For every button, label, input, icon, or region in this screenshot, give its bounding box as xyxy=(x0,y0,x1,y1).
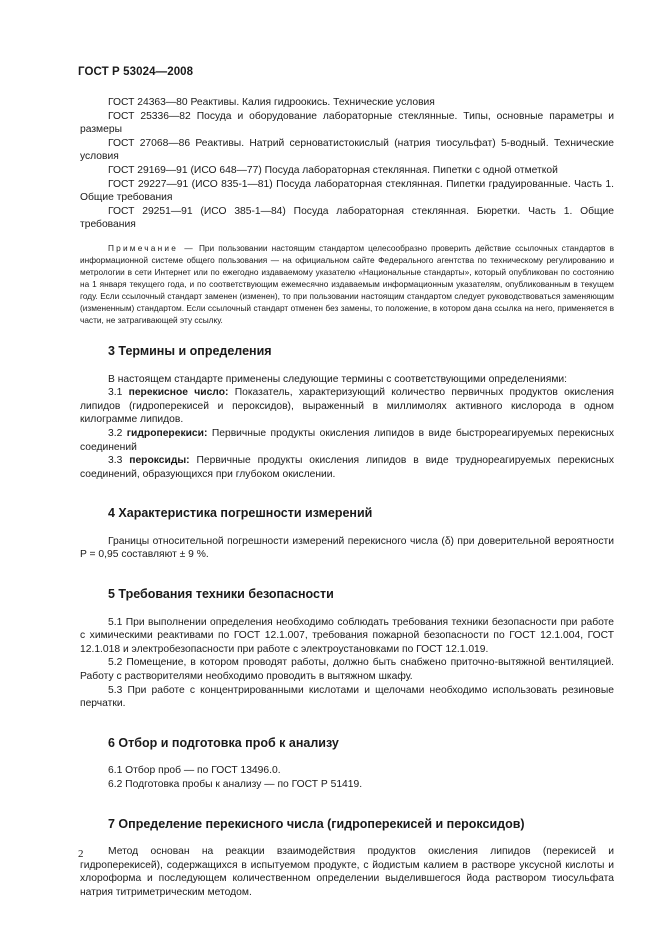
reference-item: ГОСТ 27068—86 Реактивы. Натрий серноватистокислый (натрия тиосульфат) 5-водный. Технические условия xyxy=(80,137,614,163)
definition-item: 3.1 перекисное число: Показатель, характеризующий количество первичных продуктов окисления липидов (гидроперекисей и пероксидов), выраженный в миллимолях активного кислорода в одном килограмме липидов. xyxy=(80,387,614,426)
reference-item: ГОСТ 29227—91 (ИСО 835-1—81) Посуда лабораторная стеклянная. Пипетки градуированные. Часть 1. Общие требования xyxy=(80,178,614,204)
definition-item: 3.2 гидроперекиси: Первичные продукты окисления липидов в виде быстрореагируемых перекисных соединений xyxy=(80,427,614,453)
note-text: При пользовании настоящим стандартом целесообразно проверить действие ссылочных стандартов в информационной системе общего пользования — на официальном сайте Федерального агентства по техническому регулированию и метрологии в сети Интернет или по ежегодно издаваемому указателю «Национальные стандарты», который опубликован по состоянию на 1 января текущего года, и по соответствующим ежемесячно издаваемым информационным указателям, опубликованным в текущем году. Если ссылочный стандарт заменен (изменен), то при пользовании настоящим стандартом следует руководствоваться заменяющим (измененным) стандартом. Если ссылочный стандарт отменен без замены, то положение, в котором дана ссылка на него, применяется в части, не затрагивающей эту ссылку. xyxy=(80,242,614,325)
note-paragraph xyxy=(80,242,614,326)
section-heading: 3 Термины и определения xyxy=(108,343,272,358)
paragraph: В настоящем стандарте применены следующие термины с соответствующими определениями: xyxy=(108,373,568,385)
section-heading: 4 Характеристика погрешности измерений xyxy=(108,506,373,521)
section-heading: 6 Отбор и подготовка проб к анализу xyxy=(108,735,339,750)
reference-item: ГОСТ 25336—82 Посуда и оборудование лабораторные стеклянные. Типы, основные параметры и размеры xyxy=(80,110,614,136)
paragraph: 5.3 При работе с концентрированными кислотами и щелочами необходимо использовать резиновые перчатки. xyxy=(80,684,614,710)
paragraph: Границы относительной погрешности измерений перекисного числа (δ) при доверительной вероятности P = 0,95 составляют ± 9 %. xyxy=(80,535,614,561)
page-content xyxy=(80,96,614,900)
definition-item: 3.3 пероксиды: Первичные продукты окисления липидов в виде труднореагируемых перекисных соединений, образующихся при глубоком окислении. xyxy=(80,455,614,480)
reference-item: ГОСТ 29169—91 (ИСО 648—77) Посуда лабораторная стеклянная. Пипетки с одной отметкой xyxy=(108,164,558,176)
reference-item: ГОСТ 24363—80 Реактивы. Калия гидроокись. Технические условия xyxy=(108,97,435,108)
note-label: Примечание — xyxy=(108,242,195,253)
paragraph: 6.1 Отбор проб — по ГОСТ 13496.0. xyxy=(108,765,281,777)
references-list xyxy=(80,96,614,232)
section-heading: 7 Определение перекисного числа (гидроперекисей и пероксидов) xyxy=(108,816,525,831)
paragraph: 5.1 При выполнении определения необходимо соблюдать требования техники безопасности при работе с химическими реактивами по ГОСТ 12.1.007, требования пожарной безопасности по ГОСТ 12.1.004, ГОСТ 12.1.018 и электробезопасности при работе с электроустановками по ГОСТ 12.1.019. xyxy=(80,616,614,655)
reference-item: ГОСТ 29251—91 (ИСО 385-1—84) Посуда лабораторная стеклянная. Бюретки. Часть 1. Общие требования xyxy=(80,205,614,231)
page-number: 2 xyxy=(78,848,84,860)
section-heading: 5 Требования техники безопасности xyxy=(108,587,334,602)
paragraph: 6.2 Подготовка пробы к анализу — по ГОСТ Р 51419. xyxy=(108,779,363,790)
paragraph: 5.2 Помещение, в котором проводят работы, должно быть снабжено приточно-вытяжной вентиляцией. Работу с растворителями необходимо проводить в вытяжном шкафу. xyxy=(80,657,614,683)
page-header: ГОСТ Р 53024—2008 xyxy=(78,66,194,78)
paragraph: Метод основан на реакции взаимодействия продуктов окисления липидов (перекисей и гидроперекисей), содержащихся в испытуемом продукте, с йодистым калием в растворе уксусной кислоты и хлороформа и последующем количественном определении выделившегося йода раствором тиосульфата натрия титриметрическим методом. xyxy=(80,846,614,898)
